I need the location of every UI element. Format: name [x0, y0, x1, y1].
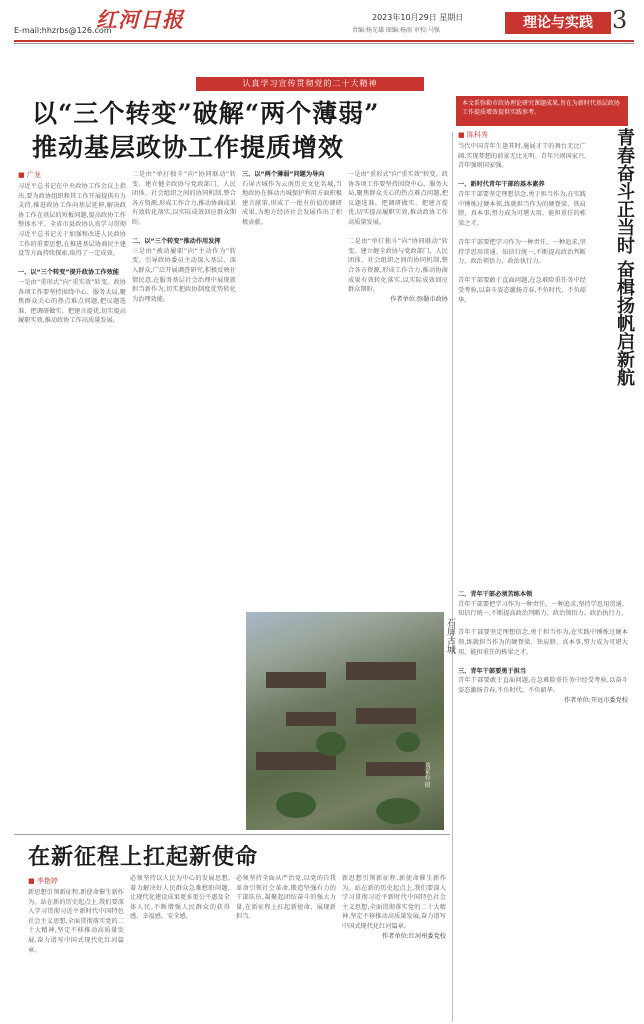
editors-line: 责编:杨光雄 图编:杨雨 审校:马强: [352, 27, 440, 34]
bottom-author: 作者单位:红河州委党校: [382, 932, 446, 940]
lead-paragraph-5: 石屏古城作为云南历史文化名城,当地政协在推动古城保护利用方面积极建言献策,形成了一批有价值的调研成果,为地方经济社会发展作出了积极贡献。: [242, 180, 342, 226]
lead-subhead-2: 二、以“三个转变”推动作用发挥: [132, 238, 221, 246]
side-subhead-3: 三、青年干部要勇于担当: [458, 667, 527, 675]
side-headline: 青春奋斗正当时 奋楫扬帆启新航: [614, 128, 635, 387]
lead-column-3: [242, 170, 342, 602]
side-paragraph-7: 青年干部要敢于直面问题,在急难险重任务中经受考验,以奋斗姿态激扬青春,不负时代、不负韶华。: [458, 677, 628, 694]
side-column-upper: [458, 142, 586, 582]
bottom-column-1: [28, 888, 124, 1018]
ancient-town-photo: [246, 612, 444, 830]
lead-column-1: [18, 182, 126, 602]
bottom-paragraph-4: 新思想引领新征程,新使命催生新作为。站在新的历史起点上,我们要深入学习贯彻习近平新时代中国特色社会主义思想,全面贯彻落实党的二十大精神,坚定不移推动高质量发展,奋力谱写中国式现代化红河篇章。: [342, 875, 446, 930]
photo-caption: 石屏古城: [445, 618, 455, 654]
side-paragraph-2: 青年干部要坚定理想信念,勇于担当作为,在实践中锤炼过硬本领,练就担当作为的硬脊梁、铁肩膀、真本事,努力成为可堪大用、能担重任的栋梁之才。: [458, 190, 586, 227]
lead-byline: ■ 广龙: [18, 171, 41, 179]
section-tag: 理论与实践: [505, 12, 611, 34]
column-divider: [452, 132, 453, 1022]
issue-date: 2023年10月29日 星期日: [372, 13, 464, 22]
side-paragraph-5: 青年干部要把学习作为一种责任、一种追求,坚持学思用贯通、知信行统一,不断提高政治判断力、政治领悟力、政治执行力。: [458, 600, 628, 618]
lead-subhead-3: 三、以“两个薄弱”问题为导向: [242, 171, 325, 178]
header-rule: [14, 40, 634, 42]
theme-banner: 认真学习宣传贯彻党的二十大精神: [196, 77, 424, 91]
email-address: E-mail:hhzrbs@126.com: [14, 26, 112, 35]
lead-paragraph-4: 三是由“被动履职”向“主动作为”转变。引导政协委员主动深入基层、深入群众,广泛开展调查研究,积极反映社情民意,在服务基层社会治理中展现新担当新作为,切实把政协制度优势转化为治理效能。: [132, 247, 236, 303]
side-paragraph-4: 青年干部要敢于直面问题,在急难险重任务中经受考验,以奋斗姿态激扬青春,不负时代、不负韶华。: [458, 277, 586, 304]
lead-subhead-1: 一、以“三个转变”提升政协工作效能: [18, 269, 119, 277]
lead-paragraph-2: 一是由“重形式”向“重实效”转变。政协各项工作要坚持围绕中心、服务大局,聚焦群众关心的热点难点问题,把议题选准、把调研做实、把建言提优,切实提高履职实效,推动政协工作高质量发展。: [18, 278, 126, 325]
page-number: 3: [612, 6, 628, 34]
bottom-paragraph-3: 必须坚持全面从严治党,以党的自我革命引领社会革命,锻造坚强有力的干部队伍,凝聚起团结奋斗的强大力量,在新征程上扛起新使命、展现新担当。: [236, 875, 336, 921]
side-author: 作者单位:开远市委党校: [564, 696, 628, 704]
bottom-column-2: [130, 874, 230, 1018]
lead-paragraph-6: 一是由“重形式”向“重实效”转变。政协各项工作要坚持围绕中心、服务大局,聚焦群众关心的热点难点问题,把议题选准、把调研做实、把建言提优,切实提高履职实效,推动政协工作高质量发展。: [348, 171, 448, 226]
side-paragraph-6: 青年干部要坚定理想信念,勇于担当作为,在实践中锤炼过硬本领,练就担当作为的硬脊梁、铁肩膀、真本事,努力成为可堪大用、能担重任的栋梁之才。: [458, 629, 628, 656]
bottom-byline: ■ 李艳婷: [28, 877, 58, 885]
side-byline: ■ 陈科秀: [458, 131, 488, 139]
side-paragraph-1: 当代中国青年生逢其时,施展才干的舞台无比广阔,实现梦想的前景无比光明。青年兴则国家兴,青年强则国家强。: [458, 143, 586, 170]
lead-paragraph-3: 二是由“单打独斗”向“协同联动”转变。建立健全政协与党政部门、人民团体、社会组织之间的协同机制,整合各方资源,形成工作合力,推动协商成果有效转化落实,以实际成效回应群众期盼。: [132, 171, 236, 226]
side-paragraph-3: 青年干部要把学习作为一种责任、一种追求,坚持学思用贯通、知信行统一,不断提高政治判断力、政治领悟力、政治执行力。: [458, 238, 586, 266]
lead-paragraph-7: 二是由“单打独斗”向“协同联动”转变。建立健全政协与党政部门、人民团体、社会组织之间的协同机制,整合各方资源,形成工作合力,推动协商成果有效转化落实,以实际成效回应群众期盼。: [348, 238, 448, 294]
photo-credit: 刘家有 摄: [423, 762, 430, 788]
masthead-logo: 红河日报: [96, 7, 184, 32]
lead-column-4: [348, 170, 448, 602]
lead-paragraph-1: 习近平总书记在中央政协工作会议上指出,要为政协组织和其工作开展提供有力支持,推进政协工作向基层延伸,解决政协工作在基层的短板问题,提高政协工作整体水平。全省市县政协认真学习贯彻习近平总书记关于加强和改进人民政协工作的重要思想,在推进基层协商民主建设等方面持续探索,取得了一定成效。: [18, 183, 126, 258]
bottom-rule: [14, 834, 450, 835]
side-column-lower: [458, 590, 628, 1020]
lead-headline-line2: 推动基层政协工作提质增效: [32, 133, 345, 162]
lead-headline-line1: 以“三个转变”破解“两个薄弱”: [32, 99, 380, 128]
lead-author: 作者单位:弥勒市政协: [390, 295, 448, 303]
header-rule-thin: [14, 43, 634, 44]
bottom-headline: 在新征程上扛起新使命: [28, 844, 259, 870]
side-note-box: 本文系弥勒市政协理论研究课题成果,旨在为新时代基层政协工作提质增效提供实践参考。: [456, 96, 628, 126]
bottom-paragraph-2: 必须坚持以人民为中心的发展思想,着力解决好人民群众急难愁盼问题,让现代化建设成果更多更公平惠及全体人民,不断增强人民群众的获得感、幸福感、安全感。: [130, 875, 230, 921]
bottom-column-4: [342, 874, 446, 1018]
lead-column-2: [132, 170, 236, 602]
bottom-column-3: [236, 874, 336, 1018]
side-subhead-2: 二、青年干部必须苦练本领: [458, 591, 533, 598]
side-subhead-1: 一、新时代青年干部的基本素养: [458, 181, 545, 189]
bottom-paragraph-1: 新思想引领新征程,新使命催生新作为。站在新的历史起点上,我们要深入学习贯彻习近平新时代中国特色社会主义思想,全面贯彻落实党的二十大精神,坚定不移推动高质量发展,奋力谱写中国式现代化红河篇章。: [28, 889, 124, 954]
